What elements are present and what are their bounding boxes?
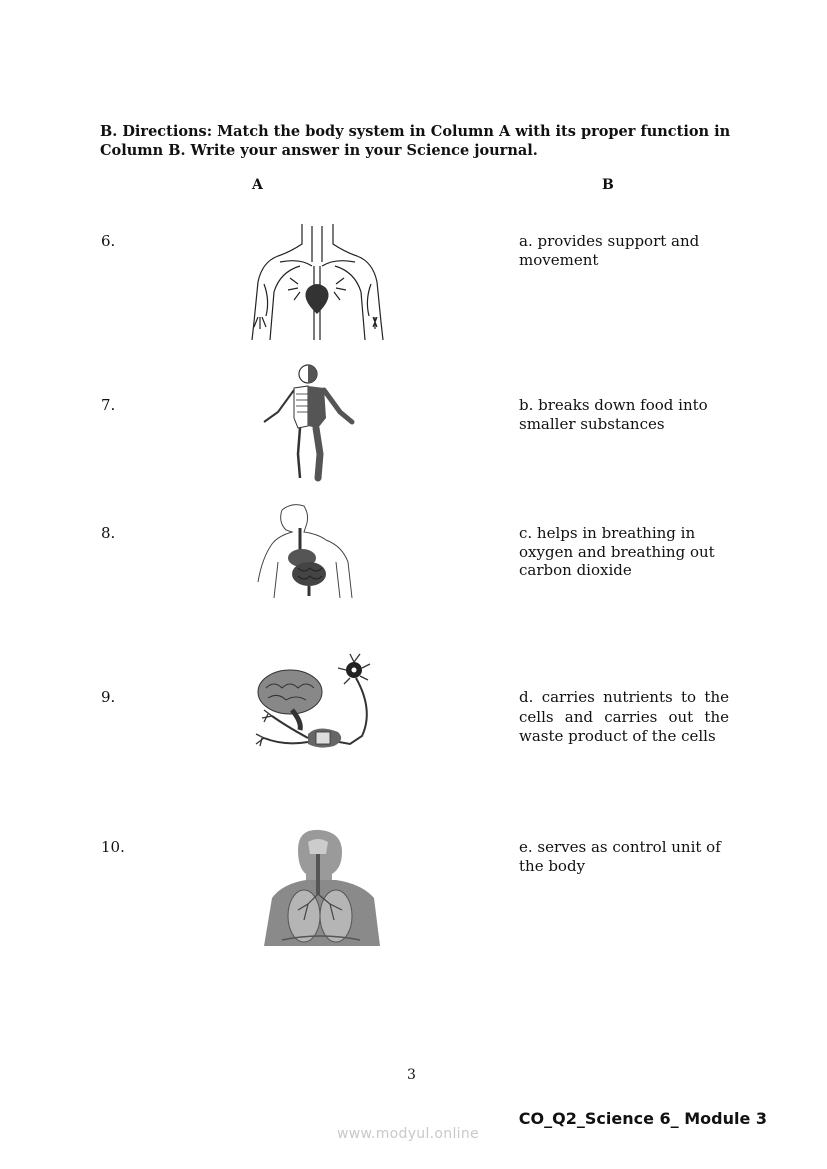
skeletal-muscular-system-icon <box>258 362 358 482</box>
answer-d: d. carries nutrients to the cells and carries out the waste product of the cells <box>519 688 729 745</box>
answer-e: e. serves as control unit of the body <box>519 838 721 875</box>
item-number: 8. <box>101 524 116 542</box>
module-code: CO_Q2_Science 6_ Module 3 <box>518 1109 767 1128</box>
item-number: 10. <box>101 838 125 856</box>
item-number: 7. <box>101 396 116 414</box>
circulatory-system-icon <box>250 222 385 342</box>
column-a-header: A <box>252 177 263 193</box>
item-number: 9. <box>101 688 116 706</box>
respiratory-system-icon <box>262 828 382 956</box>
column-b-header: B <box>602 177 614 193</box>
answer-c: c. helps in breathing in oxygen and breathing out carbon dioxide <box>519 524 715 579</box>
nervous-system-icon <box>246 650 394 756</box>
page-number: 3 <box>407 1067 416 1083</box>
item-number: 6. <box>101 232 116 250</box>
answer-a: a. provides support and movement <box>519 232 700 269</box>
answer-b: b. breaks down food into smaller substances <box>519 396 708 433</box>
directions: B. Directions: Match the body system in Column A with its proper function in Column B. Write your answer in your Science journal. <box>100 123 731 159</box>
digestive-system-icon <box>252 502 362 602</box>
watermark: www.modyul.online <box>337 1126 479 1142</box>
